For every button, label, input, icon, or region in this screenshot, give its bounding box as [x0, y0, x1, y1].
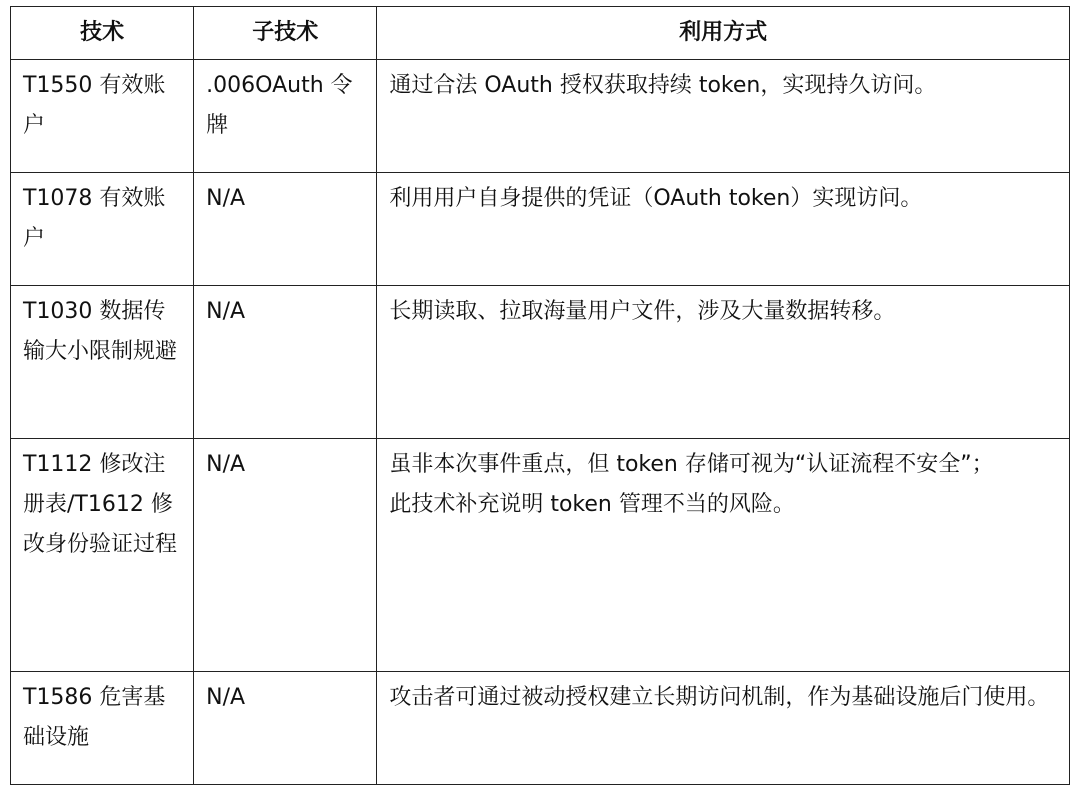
table-row: [11, 672, 1070, 785]
usage-line: 此技术补充说明 token 管理不当的风险。: [389, 492, 795, 517]
table-row: [11, 286, 1070, 439]
technique-cell: T1586 危害基础设施: [11, 672, 194, 785]
usage-cell: 长期读取、拉取海量用户文件，涉及大量数据转移。: [377, 286, 1070, 439]
usage-cell: [377, 439, 1070, 672]
sub-technique-cell: N/A: [194, 672, 377, 785]
header-technique: 技术: [11, 7, 194, 60]
usage-cell: 利用用户自身提供的凭证（OAuth token）实现访问。: [377, 173, 1070, 286]
usage-cell: 通过合法 OAuth 授权获取持续 token，实现持久访问。: [377, 60, 1070, 173]
technique-cell: T1030 数据传输大小限制规避: [11, 286, 194, 439]
usage-cell: 攻击者可通过被动授权建立长期访问机制，作为基础设施后门使用。: [377, 672, 1070, 785]
usage-line: 虽非本次事件重点，但 token 存储可视为“认证流程不安全”；: [389, 452, 994, 477]
header-sub-technique: 子技术: [194, 7, 377, 60]
table-row: [11, 60, 1070, 173]
table-row: [11, 173, 1070, 286]
header-usage: 利用方式: [377, 7, 1070, 60]
attack-technique-table: [10, 6, 1070, 785]
sub-technique-cell: N/A: [194, 173, 377, 286]
technique-cell: T1112 修改注册表/T1612 修改身份验证过程: [11, 439, 194, 672]
sub-technique-cell: N/A: [194, 286, 377, 439]
table-row: [11, 439, 1070, 672]
sub-technique-cell: N/A: [194, 439, 377, 672]
sub-technique-cell: .006OAuth 令牌: [194, 60, 377, 173]
technique-cell: T1078 有效账户: [11, 173, 194, 286]
table-header-row: [11, 7, 1070, 60]
technique-cell: T1550 有效账户: [11, 60, 194, 173]
